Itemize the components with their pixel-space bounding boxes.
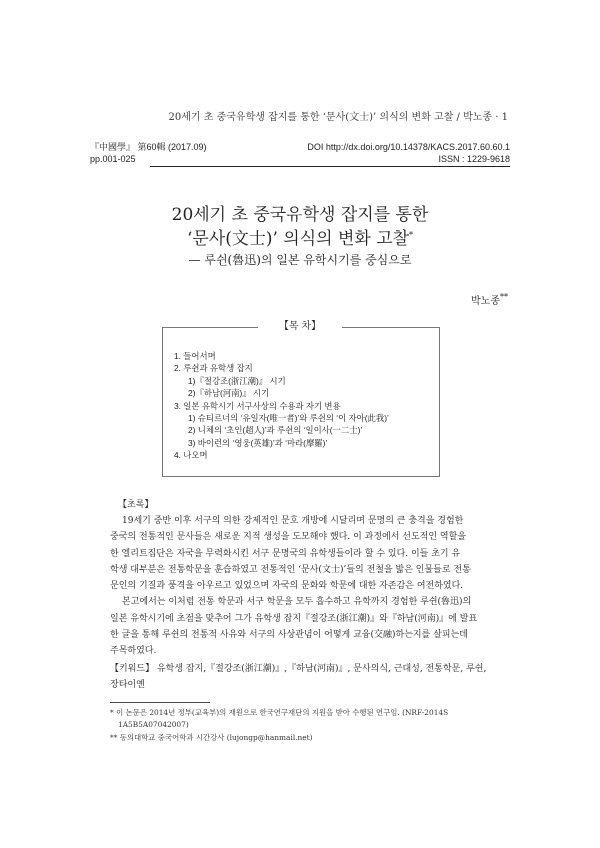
toc-item: 4. 나오며 [174,450,208,461]
footnote-line: 이 논문은 2014년 정부(교육부)의 재원으로 한국연구재단의 지원을 받아 수행된 연구임. (NRF-2014S [116,708,449,717]
abstract-paragraph-2 [110,594,503,659]
footnote-line: 동의대학교 중국어학과 시간강사 (lujongp@hanmail.net) [119,733,313,742]
toc-heading: 【목 차】 [258,321,342,333]
title-line-2 [90,227,510,251]
doi-info: DOI http://dx.doi.org/10.14378/KACS.2017.60.60.1 [307,142,510,152]
footnote-1 [110,707,510,731]
footnote-line: 1A5B5A07042007) [118,720,189,729]
abstract-line: 본고에서는 이처럼 전통 학문과 서구 학문을 모두 흡수하고 유학까지 경험한 루쉰(魯迅)의 [122,597,472,608]
keywords-line-2: 장타이옌 [110,680,145,691]
keywords [110,661,503,694]
abstract-line: 학생 대부분은 전통학문을 훈습하였고 전통적인 ‘문사(文士)’들의 전철을 밟은 인물들로 전통 [110,564,471,575]
keywords-line-1: 유학생 잡지,『절강조(浙江潮)』,『하남(河南)』, 문사의식, 근대성, 전통학문, 루쉰, [156,664,487,674]
toc-item: 1)『절강조(浙江潮)』 시기 [188,375,286,386]
toc-item: 1. 들어서며 [174,351,216,361]
footnote-2 [110,732,510,744]
toc-item: 3) 바이런의 ‘영웅(英雄)’과 ‘마라(摩羅)’ [188,437,328,448]
toc-item: 2) 니체의 ‘초인(超人)’과 루쉰의 ‘일이사(一二士)’ [188,425,363,436]
title-line-1: 20세기 초 중국유학생 잡지를 통한 [171,205,429,225]
abstract-line: 문인의 기질과 풍격을 아우르고 있었으며 자국의 문화와 학문에 대한 자존감은 여전하였다. [110,581,464,592]
running-head: 20세기 초 중국유학생 잡지를 통한 ‘문사(文士)’ 의식의 변화 고찰 / 박노종 · 1 [168,112,508,123]
issn-info: ISSN : 1229-9618 [438,154,510,164]
title-footnote-mark: * [409,230,414,240]
abstract-line: 한 엘리트집단은 자국을 무력화시킨 서구 문명국의 유학생들이라 할 수 있다. 이들 초기 유 [110,548,461,559]
page-range: pp.001-025 [90,154,136,164]
article-meta [90,141,510,165]
title-line-2-text: ‘문사(文士)’ 의식의 변화 고찰 [186,229,410,249]
abstract-body [110,513,503,660]
meta-divider [150,166,510,167]
journal-info: 『中國學』 第60輯 (2017.09) [90,142,207,152]
toc-list [174,350,389,462]
abstract-line: 한 글을 통해 루쉰의 전통적 사유와 서구의 사상관념이 어떻게 교융(交融)하는지를 살피는데 [110,630,468,641]
toc-item: 2. 루쉰과 유학생 잡지 [174,363,253,374]
keywords-label: 【키워드】 [110,664,155,674]
abstract-line: 일본 유학시기에 초점을 맞추어 그가 유학생 잡지『절강조(浙江潮)』와『하남(河南)』에 발표 [110,613,478,624]
abstract-heading: 【초록】 [118,500,154,510]
subtitle: — 루쉰(魯迅)의 일본 유학시기를 중심으로 [188,253,412,267]
abstract-line: 중국의 전통적인 문사들은 새로운 지적 생성을 도모해야 했다. 이 과정에서 선도적인 역할을 [110,532,467,543]
author-name [471,292,508,307]
abstract-line: 19세기 중반 이후 서구의 의한 강제적인 문호 개방에 시달리며 문명의 큰 충격을 경험한 [122,516,464,526]
abstract-paragraph-1 [110,513,503,594]
footnote-divider [110,702,210,703]
toc-item: 1) 슈티르너의 ‘유일자(唯一者)’와 루쉰의 ‘이 자아(此我)’ [188,413,389,424]
author-text: 박노종 [471,296,500,307]
footnote-mark: ** [110,733,118,742]
abstract-line: 주목하였다. [110,646,157,657]
footnote-mark: * [110,708,114,717]
author-footnote-mark: ** [500,292,508,302]
toc-item: 2)『하남(河南)』 시기 [188,388,270,399]
toc-item: 3. 일본 유학시기 서구사상의 수용과 자기 변용 [174,400,341,411]
